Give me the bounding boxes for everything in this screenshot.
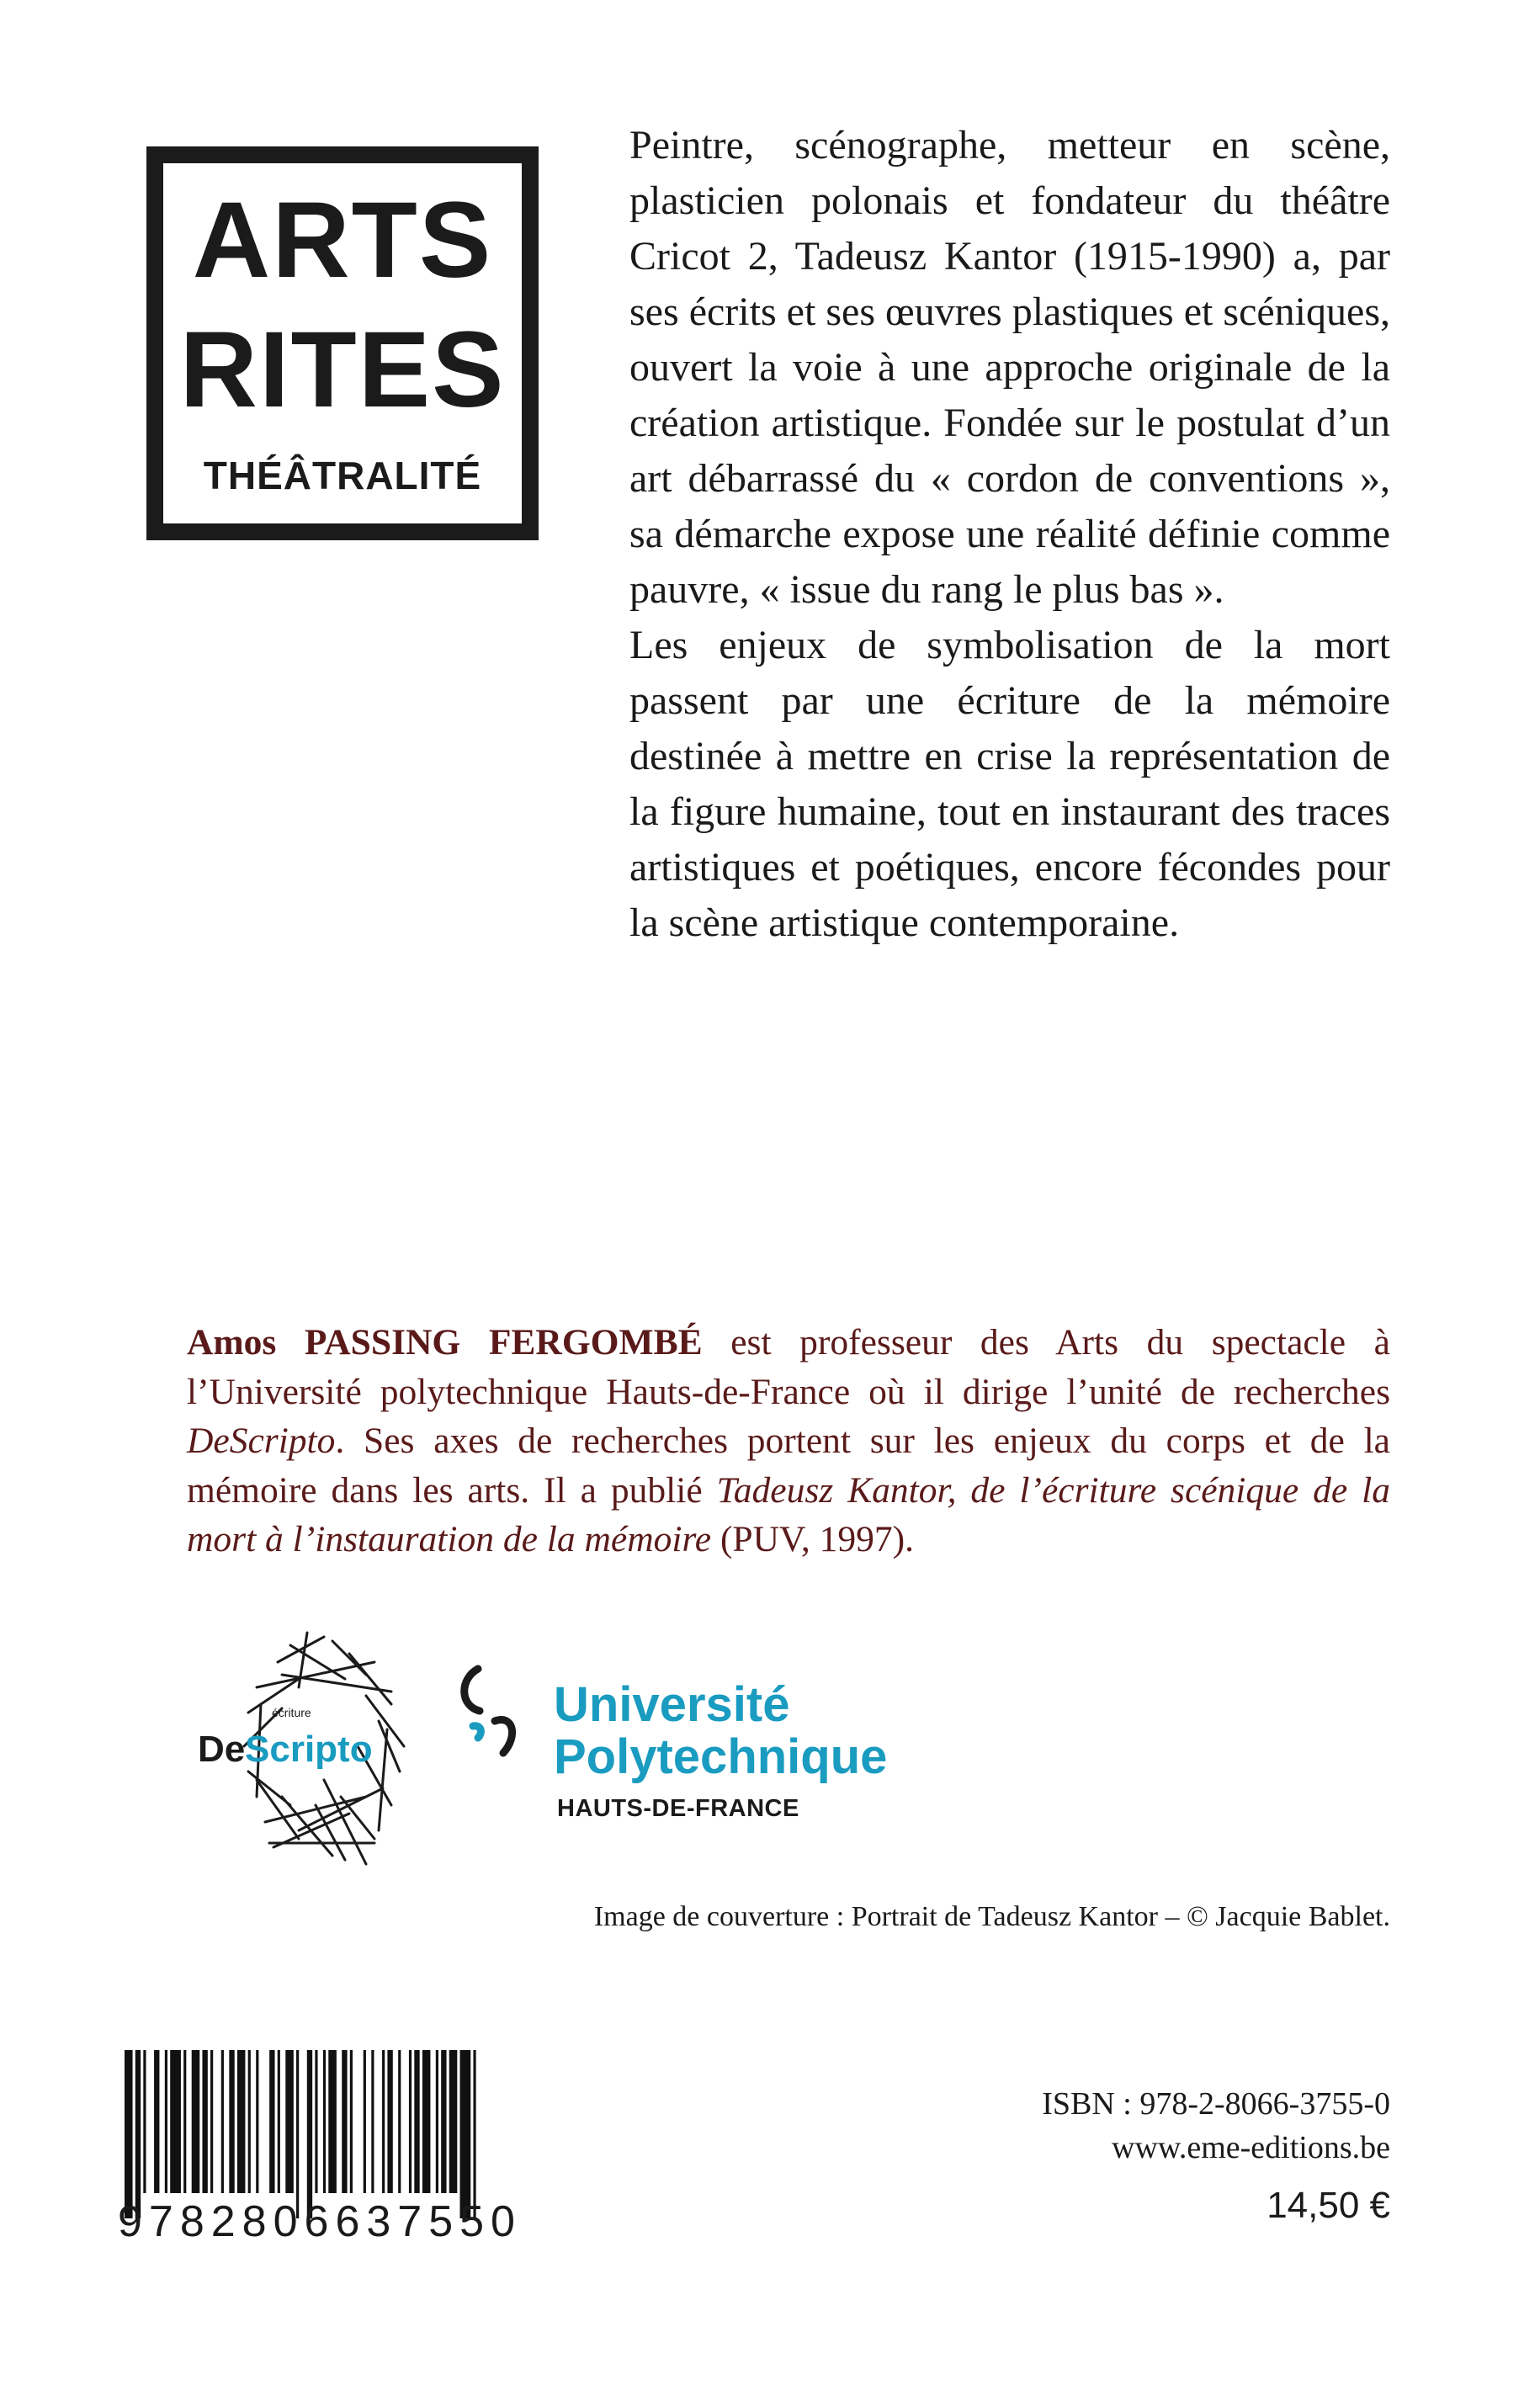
descripto-scripto: Scripto: [245, 1729, 373, 1770]
author-name: Amos PASSING FERGOMBÉ: [187, 1322, 703, 1362]
barcode-bar: [449, 2050, 458, 2193]
barcode-bar: [398, 2050, 401, 2193]
barcode-bar: [269, 2050, 274, 2193]
description-paragraph-2: Les enjeux de symbolisation de la mort passent par une écriture de la mémoire destinée à mettre en crise la représentation de la figure humaine, tout en instaurant des traces artistiques et poétiques, encore fécondes pour la scène artistique contemporaine.: [629, 623, 1390, 945]
upf-name-line-1: Université: [554, 1677, 790, 1732]
descripto-logo: [198, 1628, 417, 1868]
barcode-bar: [441, 2050, 446, 2193]
series-logo: [146, 146, 539, 540]
barcode-bar: [422, 2050, 431, 2193]
barcode-bar: [387, 2050, 392, 2193]
barcode-bar: [248, 2050, 251, 2193]
barcode-number: 9782806637550: [118, 2197, 522, 2246]
barcode-bar: [473, 2050, 475, 2218]
barcode-bar: [210, 2050, 213, 2193]
barcode-bar: [154, 2050, 159, 2193]
barcode-bar: [143, 2050, 146, 2193]
upf-symbol-icon: [454, 1662, 539, 1771]
barcode-bar: [170, 2050, 181, 2193]
barcode-bar: [350, 2050, 353, 2193]
barcode-bar: [414, 2050, 419, 2193]
author-bio: [187, 1318, 1390, 1564]
barcode-bar: [342, 2050, 347, 2193]
price: 14,50 €: [1267, 2185, 1390, 2226]
series-logo-theatralite: THÉÂTRALITÉ: [203, 454, 482, 497]
series-logo-arts: ARTS: [192, 180, 493, 300]
barcode-bar: [125, 2050, 133, 2218]
isbn: ISBN : 978-2-8066-3755-0: [1042, 2086, 1390, 2122]
cover-image-credit: Image de couverture : Portrait de Tadeusz Kantor – © Jacquie Bablet.: [593, 1901, 1390, 1932]
barcode-bar: [285, 2050, 294, 2193]
upf-region: HAUTS-DE-FRANCE: [557, 1795, 799, 1822]
barcode-bar: [165, 2050, 167, 2193]
bio-text-2: . Ses axes de recherches portent sur les enjeux du corps et de la mémoire dans les arts. Il a publié: [187, 1421, 1390, 1511]
series-logo-rites: RITES: [179, 310, 506, 430]
barcode-bar: [436, 2050, 438, 2193]
barcode-bar: [221, 2050, 224, 2193]
barcode-bar: [315, 2050, 317, 2193]
upf-name-line-2: Polytechnique: [554, 1729, 888, 1784]
barcode-bar: [229, 2050, 234, 2193]
upf-logo: [454, 1662, 892, 1830]
publisher-website: www.eme-editions.be: [1112, 2130, 1390, 2165]
barcode-bar: [409, 2050, 412, 2193]
barcode-bar: [323, 2050, 326, 2193]
barcode-bar: [202, 2050, 207, 2193]
barcode-bar: [278, 2050, 280, 2193]
bio-text-3: (PUV, 1997).: [711, 1519, 914, 1559]
research-unit-name: DeScripto: [187, 1421, 336, 1461]
barcode-bar: [371, 2050, 374, 2193]
barcode-bar: [364, 2050, 366, 2193]
descripto-small-word: écriture: [272, 1706, 311, 1719]
bio-text-1: est professeur des Arts du spectacle à l’Université polytechnique Hauts-de-France où il dirige l’unité de recherches: [187, 1322, 1390, 1412]
barcode-bar: [256, 2050, 258, 2193]
barcode-bar: [382, 2050, 385, 2193]
barcode-bar: [183, 2050, 186, 2193]
descripto-de: De: [198, 1729, 246, 1770]
barcode-bar: [192, 2050, 200, 2193]
barcode-bar: [460, 2050, 471, 2218]
barcode-bar: [328, 2050, 337, 2193]
barcode-bar: [307, 2050, 312, 2218]
barcode-bar: [296, 2050, 299, 2218]
barcode-bar: [135, 2050, 141, 2218]
description-paragraph-1: Peintre, scénographe, metteur en scène, plasticien polonais et fondateur du théâtre Cricot 2, Tadeusz Kantor (1915-1990) a, par ses écrits et ses œuvres plastiques et scéniques, ouvert la voie à une approche originale de la création artistique. Fondée sur le postulat d’un art débarrassé du « cordon de conventions », sa démarche expose une réalité définie comme pauvre, « issue du rang le plus bas ».: [629, 123, 1390, 612]
book-description: [629, 118, 1390, 951]
barcode-bar: [237, 2050, 246, 2193]
published-book-title: Tadeusz Kantor, de l’écriture scénique de la mort à l’instauration de la mémoire: [187, 1469, 1390, 1559]
